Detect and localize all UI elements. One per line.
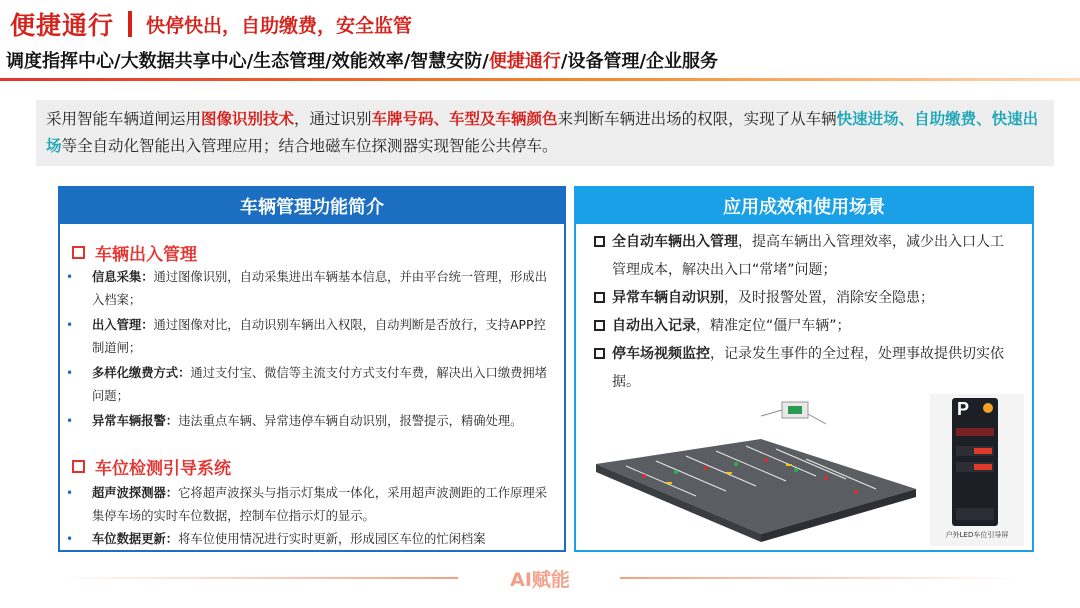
- benefit-label: 自动出入记录: [612, 318, 696, 334]
- benefit-item: [594, 312, 1014, 340]
- benefit-label: 全自动车辆出入管理: [612, 234, 738, 250]
- section-title: [72, 454, 231, 479]
- benefit-label: 异常车辆自动识别: [612, 290, 724, 306]
- section-title-text: 车辆出入管理: [95, 245, 197, 265]
- item-text: 通过图像对比，自动识别车辆出入权限，自动判断是否放行，支持APP控制道闸；: [92, 318, 546, 355]
- bullet-icon: •: [66, 486, 74, 500]
- bullet-icon: •: [66, 532, 74, 546]
- list-item: [66, 482, 556, 528]
- item-label: 车位数据更新：: [92, 532, 179, 546]
- application-scenario-panel: [574, 186, 1034, 552]
- footer-line-right: [620, 577, 1020, 579]
- sensor-panel: [788, 406, 802, 414]
- bullet-icon: •: [66, 270, 74, 284]
- sign-letter: P: [957, 399, 970, 419]
- checkbox-icon: [594, 292, 605, 303]
- nav-underline: [0, 78, 1080, 81]
- item-label: 出入管理：: [92, 318, 154, 332]
- section-title: [72, 240, 197, 265]
- title-row: [10, 4, 412, 44]
- item-label: 多样化缴费方式：: [92, 366, 191, 380]
- item-label: 超声波探测器：: [92, 486, 179, 500]
- intro-keyword-1: 图像识别技术: [201, 110, 295, 128]
- sensor-lead: [808, 414, 826, 424]
- item-label: 异常车辆报警：: [92, 414, 179, 428]
- panel-header: 车辆管理功能简介: [60, 188, 564, 224]
- list-item: [66, 410, 556, 433]
- intro-text-2: ，通过识别: [294, 110, 372, 128]
- benefit-label: 停车场视频监控: [612, 346, 710, 362]
- module-nav: [6, 47, 718, 73]
- parking-lot-illustration: [586, 394, 926, 544]
- list-item: [66, 362, 556, 408]
- checkbox-icon: [594, 236, 605, 247]
- checkbox-icon: [594, 348, 605, 359]
- benefit-item: [594, 228, 1014, 284]
- item-text: 将车位使用情况进行实时更新，形成园区车位的忙闲档案: [178, 532, 486, 546]
- title-divider: [128, 11, 132, 37]
- bullet-icon: •: [66, 414, 74, 428]
- intro-text-4: 等全自动化智能出入管理应用；结合地磁车位探测器实现智能公共停车。: [61, 137, 558, 155]
- intro-keyword-2: 车牌号码、车型及车辆颜色: [371, 110, 558, 128]
- item-label: 信息采集：: [92, 270, 154, 284]
- section-title-text: 车位检测引导系统: [95, 459, 231, 479]
- item-text: 它将超声波探头与指示灯集成一体化，采用超声波测距的工作原理采集停车场的实时车位数据，控制车位指示灯的显示。: [92, 486, 548, 523]
- bullet-icon: •: [66, 318, 74, 332]
- nav-before: 调度指挥中心/大数据共享中心/生态管理/效能效率/智慧安防/: [6, 51, 489, 72]
- item-text: 通过图像识别，自动采集进出车辆基本信息，并由平台统一管理，形成出入档案；: [92, 270, 548, 307]
- footer: [0, 563, 1080, 603]
- benefit-text: ，记录发生事件的全过程，处理事故提供切实依据。: [612, 346, 1004, 390]
- page-subtitle: 快停快出，自助缴费，安全监管: [146, 14, 413, 37]
- footer-line-left: [58, 577, 458, 579]
- panel-header: 应用成效和使用场景: [576, 188, 1032, 224]
- nav-active[interactable]: 便捷通行: [488, 51, 561, 72]
- intro-keyword-3: 快速进场、自助缴费、快速出场: [46, 110, 1039, 155]
- page-title: 便捷通行: [10, 11, 115, 40]
- list-item: [66, 266, 556, 312]
- item-text: 违法重点车辆、异常违停车辆自动识别，报警提示，精确处理。: [178, 414, 523, 428]
- intro-text-1: 采用智能车辆道闸运用: [46, 110, 202, 128]
- benefit-text: ，精准定位“僵尸车辆”；: [696, 318, 851, 334]
- benefit-text: ，及时报警处置，消除安全隐患；: [724, 290, 934, 306]
- bullet-icon: •: [66, 366, 74, 380]
- item-text: 通过支付宝、微信等主流支付方式支付车费，解决出入口缴费拥堵问题；: [92, 366, 548, 403]
- benefit-text: ，提高车辆出入管理效率，减少出入口人工管理成本，解决出入口“常堵”问题；: [612, 234, 1004, 278]
- benefit-item: [594, 340, 1014, 396]
- nav-after: /设备管理/企业服务: [560, 51, 719, 72]
- list-item: [66, 528, 556, 551]
- benefit-item: [594, 284, 1014, 312]
- vehicle-management-panel: [58, 186, 566, 552]
- intro-text-3: 来判断车辆进出场的权限，实现了从车辆: [557, 110, 837, 128]
- led-sign-graphic: [930, 394, 1024, 546]
- sign-caption: 户外LED车位引导屏: [945, 531, 1009, 539]
- footer-label: AI赋能: [510, 569, 570, 591]
- intro-box: [36, 100, 1054, 166]
- led-guide-sign-image: [930, 394, 1024, 546]
- sensor-lead: [761, 410, 782, 416]
- list-item: [66, 314, 556, 360]
- square-icon: [72, 246, 85, 259]
- square-icon: [72, 460, 85, 473]
- checkbox-icon: [594, 320, 605, 331]
